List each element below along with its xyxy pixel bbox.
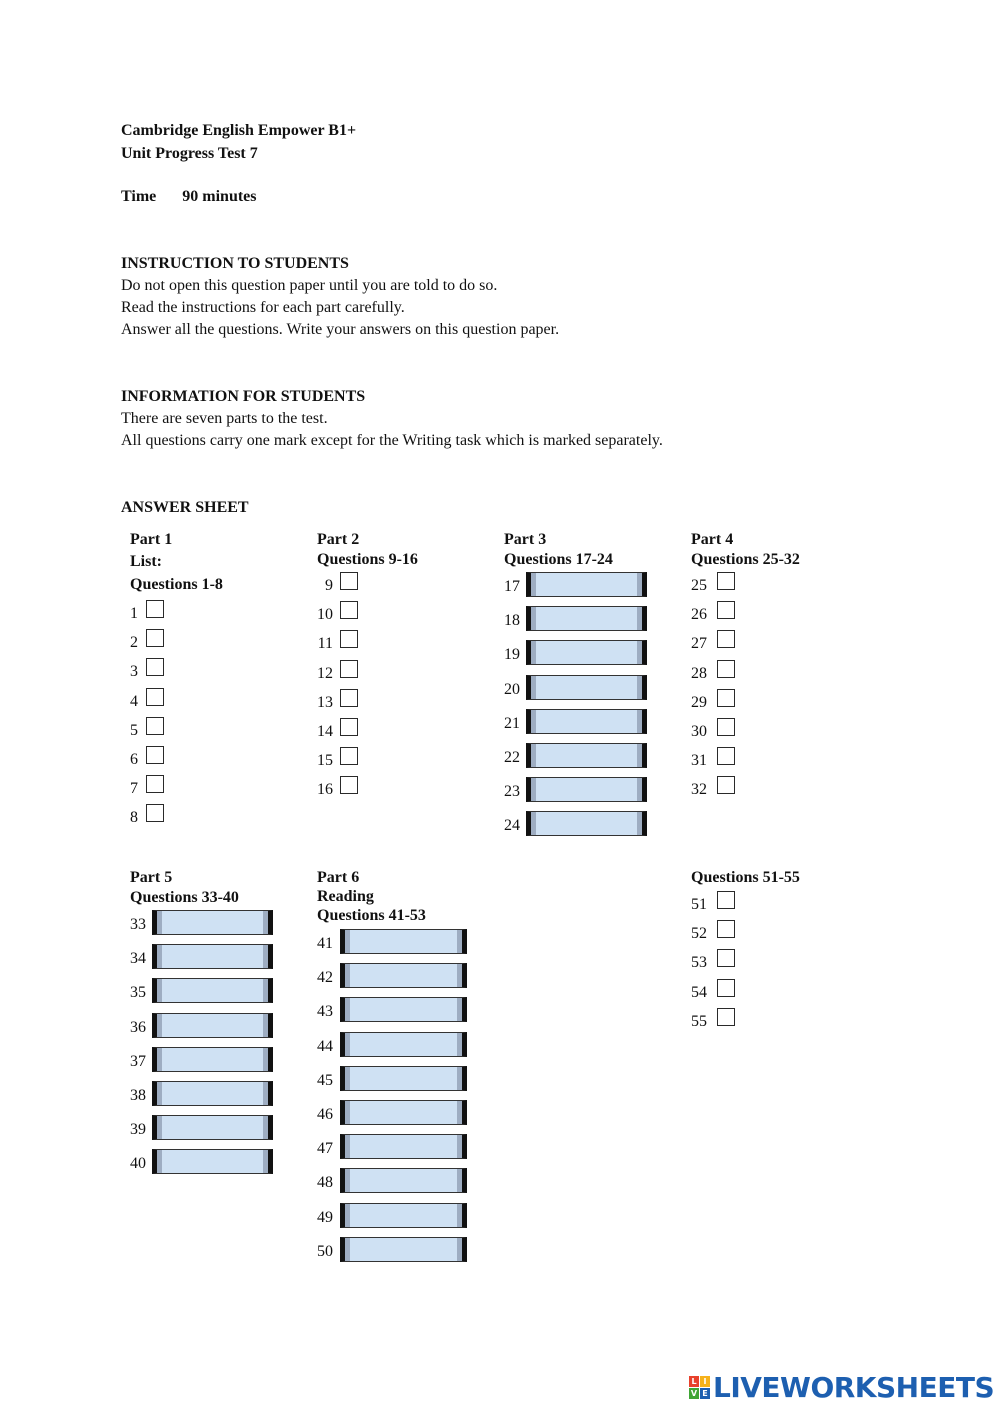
question-number: 54: [691, 984, 707, 1001]
question-number: 34: [130, 950, 146, 967]
question-number: 43: [317, 1003, 333, 1020]
answer-checkbox[interactable]: [717, 660, 735, 678]
question-number: 45: [317, 1072, 333, 1089]
question-number: 48: [317, 1174, 333, 1191]
question-number: 27: [691, 635, 707, 652]
answer-text-field[interactable]: [340, 1168, 467, 1193]
answer-checkbox[interactable]: [717, 1008, 735, 1026]
logo-tile: I: [700, 1376, 710, 1387]
answer-checkbox[interactable]: [146, 804, 164, 822]
answer-checkbox[interactable]: [717, 718, 735, 736]
answer-checkbox[interactable]: [340, 689, 358, 707]
question-number: 39: [130, 1121, 146, 1138]
answer-checkbox[interactable]: [717, 630, 735, 648]
answer-checkbox[interactable]: [340, 776, 358, 794]
part4-title: Part 4: [691, 531, 734, 548]
answer-text-field[interactable]: [340, 1237, 467, 1262]
question-number: 2: [130, 634, 138, 651]
course-title: Cambridge English Empower B1+: [121, 122, 357, 139]
question-number: 30: [691, 723, 707, 740]
question-number: 46: [317, 1106, 333, 1123]
question-number: 26: [691, 606, 707, 623]
answer-text-field[interactable]: [152, 978, 273, 1003]
part5-range: Questions 33-40: [130, 889, 239, 906]
test-title: Unit Progress Test 7: [121, 145, 258, 162]
part7-range: Questions 51-55: [691, 869, 800, 886]
question-number: 6: [130, 751, 138, 768]
answer-text-field[interactable]: [152, 1081, 273, 1106]
question-number: 15: [317, 752, 333, 769]
question-number: 38: [130, 1087, 146, 1104]
question-number: 18: [504, 612, 520, 629]
part3-range: Questions 17-24: [504, 551, 613, 568]
answer-text-field[interactable]: [526, 572, 647, 597]
part1-title: Part 1: [130, 531, 173, 548]
question-number: 28: [691, 665, 707, 682]
answer-checkbox[interactable]: [146, 600, 164, 618]
logo-tiles: [689, 1376, 711, 1400]
question-number: 42: [317, 969, 333, 986]
question-number: 53: [691, 954, 707, 971]
information-line: There are seven parts to the test.: [121, 410, 328, 427]
question-number: 14: [317, 723, 333, 740]
answer-text-field[interactable]: [340, 1032, 467, 1057]
logo-tile: E: [700, 1388, 710, 1399]
answer-checkbox[interactable]: [146, 629, 164, 647]
question-number: 51: [691, 896, 707, 913]
answer-checkbox[interactable]: [717, 689, 735, 707]
part3-title: Part 3: [504, 531, 547, 548]
answer-text-field[interactable]: [152, 1115, 273, 1140]
answer-text-field[interactable]: [526, 640, 647, 665]
question-number: 11: [317, 635, 333, 652]
information-line: All questions carry one mark except for the Writing task which is marked separately.: [121, 432, 663, 449]
question-number: 33: [130, 916, 146, 933]
question-number: 31: [691, 752, 707, 769]
question-number: 22: [504, 749, 520, 766]
logo-tile: V: [690, 1389, 698, 1398]
part1-range: Questions 1-8: [130, 576, 223, 593]
question-number: 40: [130, 1155, 146, 1172]
answer-text-field[interactable]: [152, 1047, 273, 1072]
question-number: 5: [130, 722, 138, 739]
answer-text-field[interactable]: [526, 811, 647, 836]
time-value: 90 minutes: [182, 188, 257, 205]
answer-text-field[interactable]: [340, 1066, 467, 1091]
logo-tile: L: [689, 1376, 699, 1387]
part6-title: Part 6: [317, 869, 360, 886]
answer-checkbox[interactable]: [717, 747, 735, 765]
answer-text-field[interactable]: [340, 963, 467, 988]
part5-title: Part 5: [130, 869, 173, 886]
answer-checkbox[interactable]: [340, 601, 358, 619]
question-number: 35: [130, 984, 146, 1001]
part2-range: Questions 9-16: [317, 551, 418, 568]
answer-text-field[interactable]: [152, 1149, 273, 1174]
part6-subtitle: Reading: [317, 888, 374, 905]
logo-text: LIVEWORKSHEETS: [713, 1371, 995, 1404]
question-number: 47: [317, 1140, 333, 1157]
answer-text-field[interactable]: [340, 1203, 467, 1228]
question-number: 36: [130, 1019, 146, 1036]
answer-checkbox[interactable]: [340, 572, 358, 590]
instruction-line: Read the instructions for each part carefully.: [121, 299, 405, 316]
answer-text-field[interactable]: [152, 1013, 273, 1038]
question-number: 10: [317, 606, 333, 623]
time-row: [121, 186, 257, 208]
question-number: 44: [317, 1038, 333, 1055]
question-number: 7: [130, 780, 138, 797]
answer-checkbox[interactable]: [340, 630, 358, 648]
answer-text-field[interactable]: [526, 709, 647, 734]
question-number: 21: [504, 715, 520, 732]
question-number: 19: [504, 646, 520, 663]
answer-checkbox[interactable]: [717, 601, 735, 619]
answer-checkbox[interactable]: [340, 747, 358, 765]
question-number: 37: [130, 1053, 146, 1070]
answer-text-field[interactable]: [526, 743, 647, 768]
question-number: 55: [691, 1013, 707, 1030]
answer-text-field[interactable]: [526, 777, 647, 802]
answer-checkbox[interactable]: [340, 660, 358, 678]
answer-text-field[interactable]: [340, 997, 467, 1022]
question-number: 29: [691, 694, 707, 711]
question-number: 23: [504, 783, 520, 800]
part1-subtitle: List:: [130, 553, 162, 570]
information-heading: INFORMATION FOR STUDENTS: [121, 388, 366, 405]
question-number: 9: [325, 577, 333, 594]
question-number: 4: [130, 693, 138, 710]
question-number: 50: [317, 1243, 333, 1260]
answer-checkbox[interactable]: [146, 746, 164, 764]
instruction-line: Answer all the questions. Write your answers on this question paper.: [121, 321, 560, 338]
question-number: 49: [317, 1209, 333, 1226]
answer-text-field[interactable]: [340, 929, 467, 954]
answer-checkbox[interactable]: [717, 979, 735, 997]
question-number: 20: [504, 681, 520, 698]
answer-checkbox[interactable]: [340, 718, 358, 736]
instructions-heading: INSTRUCTION TO STUDENTS: [121, 255, 349, 272]
answer-text-field[interactable]: [152, 944, 273, 969]
question-number: 25: [691, 577, 707, 594]
question-number: 17: [504, 578, 520, 595]
answer-checkbox[interactable]: [146, 717, 164, 735]
answer-text-field[interactable]: [526, 675, 647, 700]
question-number: 8: [130, 809, 138, 826]
question-number: 13: [317, 694, 333, 711]
question-number: 12: [317, 665, 333, 682]
answer-text-field[interactable]: [340, 1134, 467, 1159]
question-number: 52: [691, 925, 707, 942]
answer-checkbox[interactable]: [717, 776, 735, 794]
answer-text-field[interactable]: [526, 606, 647, 631]
answer-checkbox[interactable]: [717, 891, 735, 909]
question-number: 32: [691, 781, 707, 798]
part2-title: Part 2: [317, 531, 360, 548]
answer-checkbox[interactable]: [717, 949, 735, 967]
time-label: Time: [121, 188, 157, 205]
part6-range: Questions 41-53: [317, 907, 426, 924]
question-number: 41: [317, 935, 333, 952]
answer-checkbox[interactable]: [717, 920, 735, 938]
answer-checkbox[interactable]: [146, 775, 164, 793]
part4-range: Questions 25-32: [691, 551, 800, 568]
question-number: 24: [504, 817, 520, 834]
question-number: 1: [130, 605, 138, 622]
question-number: 16: [317, 781, 333, 798]
answer-text-field[interactable]: [340, 1100, 467, 1125]
answer-checkbox[interactable]: [146, 688, 164, 706]
instruction-line: Do not open this question paper until you are told to do so.: [121, 277, 498, 294]
answer-checkbox[interactable]: [146, 658, 164, 676]
question-number: 3: [130, 663, 138, 680]
answer-checkbox[interactable]: [717, 572, 735, 590]
answer-sheet-heading: ANSWER SHEET: [121, 499, 249, 516]
answer-text-field[interactable]: [152, 910, 273, 935]
